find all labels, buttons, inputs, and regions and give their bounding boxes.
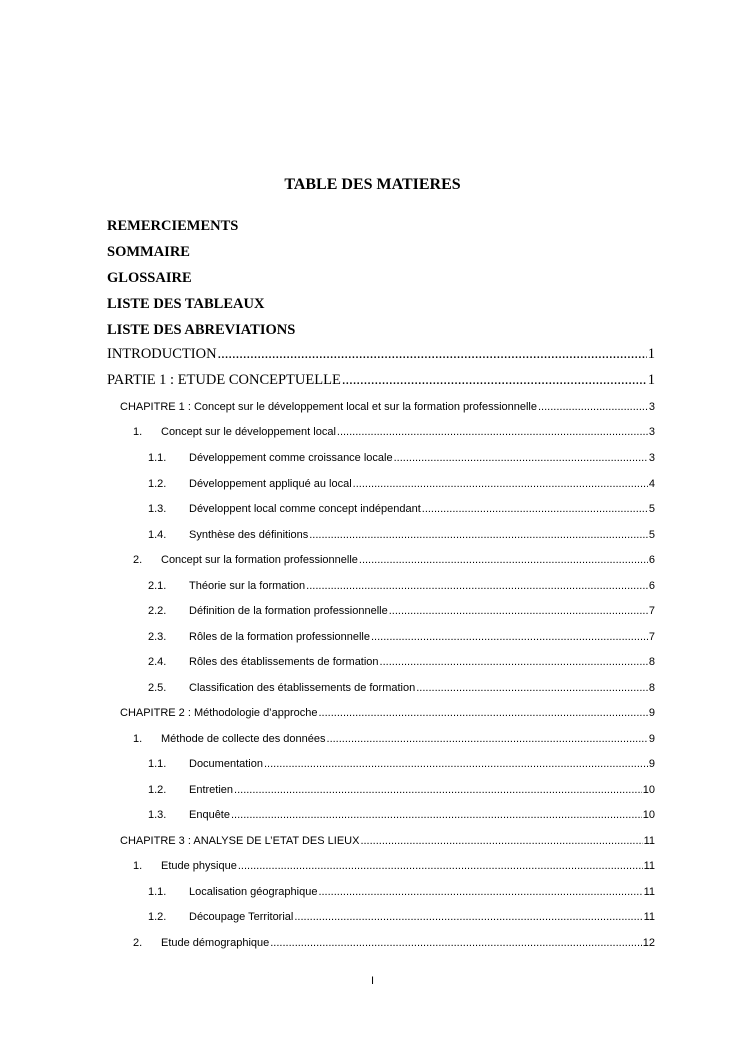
toc-leader (264, 758, 648, 770)
toc-entry-number: 1. (133, 860, 143, 872)
toc-entry-number: 1.3. (148, 503, 167, 515)
toc-entry-title: Développement comme croissance locale (189, 452, 393, 464)
toc-entry-title: Enquête (189, 809, 230, 821)
heading-liste-des-tableaux: LISTE DES TABLEAUX (107, 296, 265, 312)
toc-entry-title: CHAPITRE 3 : ANALYSE DE L’ETAT DES LIEUX (120, 835, 360, 847)
heading-glossaire: GLOSSAIRE (107, 270, 192, 286)
toc-leader (359, 554, 648, 566)
toc-entry-title: Entretien (189, 784, 234, 796)
toc-entry-page: 8 (648, 682, 655, 694)
toc-leader (270, 937, 642, 949)
toc-leader (422, 503, 648, 515)
toc-entry[interactable] (107, 346, 655, 363)
toc-entry-page: 3 (648, 452, 655, 464)
toc-entry-number: 1.3. (148, 809, 167, 821)
toc-entry-title: Documentation (189, 758, 263, 770)
toc-entry-page: 11 (643, 860, 655, 872)
toc-entry-title: Synthèse des définitions (189, 529, 309, 541)
toc-entry-page: 6 (648, 554, 655, 566)
toc-entry[interactable] (120, 707, 655, 719)
toc-entry-title: CHAPITRE 1 : Concept sur le développement local et sur la formation professionnelle (120, 401, 537, 413)
page-title: TABLE DES MATIERES (284, 176, 461, 193)
toc-entry-title: Rôles des établissements de formation (189, 656, 379, 668)
toc-entry[interactable] (133, 554, 655, 566)
toc-entry[interactable] (148, 529, 655, 541)
toc-entry-page: 10 (642, 809, 655, 821)
toc-entry-page: 9 (648, 758, 655, 770)
toc-entry-number: 1.1. (148, 452, 167, 464)
toc-entry[interactable] (148, 503, 655, 515)
toc-entry-number: 2.5. (148, 682, 167, 694)
toc-entry[interactable] (133, 937, 655, 949)
toc-entry-title: Développement appliqué au local (189, 478, 352, 490)
toc-leader (342, 372, 647, 389)
toc-leader (218, 346, 647, 363)
toc-entry-page: 9 (648, 733, 655, 745)
toc-entry[interactable] (133, 733, 655, 745)
toc-entry[interactable] (148, 784, 655, 796)
toc-entry-page: 11 (643, 886, 655, 898)
toc-leader (416, 682, 648, 694)
toc-leader (380, 656, 648, 668)
toc-leader (306, 580, 648, 592)
toc-entry-page: 11 (643, 835, 655, 847)
footer-page-number: I (370, 975, 375, 987)
toc-entry-page: 8 (648, 656, 655, 668)
toc-entry[interactable] (148, 605, 655, 617)
toc-entry[interactable] (148, 886, 655, 898)
toc-entry[interactable] (148, 758, 655, 770)
toc-entry-title: Localisation géographique (189, 886, 318, 898)
toc-entry-number: 2. (133, 554, 143, 566)
toc-entry-number: 2.1. (148, 580, 167, 592)
toc-entry-title: INTRODUCTION (107, 346, 217, 362)
toc-entry-title: Développent local comme concept indépendant (189, 503, 421, 515)
toc-entry-title: PARTIE 1 : ETUDE CONCEPTUELLE (107, 372, 341, 388)
toc-entry-title: Concept sur le développement local (161, 426, 336, 438)
toc-entry-page: 3 (648, 426, 655, 438)
toc-leader (234, 784, 642, 796)
toc-leader (294, 911, 642, 923)
toc-leader (319, 707, 648, 719)
toc-entry-title: Découpage Territorial (189, 911, 294, 923)
toc-entry-title: Théorie sur la formation (189, 580, 306, 592)
toc-entry[interactable] (107, 372, 655, 389)
toc-entry-title: Etude démographique (161, 937, 270, 949)
toc-entry-number: 1.2. (148, 784, 167, 796)
toc-leader (353, 478, 648, 490)
toc-entry-title: CHAPITRE 2 : Méthodologie d’approche (120, 707, 318, 719)
toc-entry-page: 1 (647, 346, 655, 362)
toc-leader (309, 529, 648, 541)
toc-entry[interactable] (148, 809, 655, 821)
toc-entry-number: 1. (133, 426, 143, 438)
toc-entry-title: Concept sur la formation professionnelle (161, 554, 358, 566)
toc-entry-number: 1.1. (148, 886, 167, 898)
toc-entry-page: 10 (642, 784, 655, 796)
toc-entry[interactable] (148, 478, 655, 490)
toc-leader (360, 835, 642, 847)
toc-leader (337, 426, 648, 438)
toc-entry-page: 7 (648, 605, 655, 617)
toc-entry-page: 4 (648, 478, 655, 490)
toc-leader (389, 605, 648, 617)
toc-entry[interactable] (148, 580, 655, 592)
toc-entry-number: 1. (133, 733, 143, 745)
toc-entry-title: Méthode de collecte des données (161, 733, 326, 745)
toc-leader (238, 860, 643, 872)
toc-entry-number: 2.4. (148, 656, 167, 668)
toc-entry-number: 2.2. (148, 605, 167, 617)
toc-entry-title: Rôles de la formation professionnelle (189, 631, 370, 643)
heading-sommaire: SOMMAIRE (107, 244, 190, 260)
toc-entry-number: 2. (133, 937, 143, 949)
toc-leader (371, 631, 648, 643)
toc-entry[interactable] (148, 682, 655, 694)
toc-leader (394, 452, 648, 464)
toc-entry-title: Définition de la formation professionnelle (189, 605, 388, 617)
toc-entry-title: Etude physique (161, 860, 237, 872)
heading-liste-des-abreviations: LISTE DES ABREVIATIONS (107, 322, 296, 338)
toc-entry-title: Classification des établissements de formation (189, 682, 416, 694)
toc-entry[interactable] (148, 452, 655, 464)
toc-entry-page: 3 (648, 401, 655, 413)
toc-entry[interactable] (148, 631, 655, 643)
toc-leader (327, 733, 648, 745)
toc-entry-number: 1.2. (148, 911, 167, 923)
toc-entry-page: 7 (648, 631, 655, 643)
toc-entry-page: 6 (648, 580, 655, 592)
toc-entry[interactable] (148, 656, 655, 668)
toc-entry-page: 9 (648, 707, 655, 719)
toc-entry-number: 1.1. (148, 758, 167, 770)
toc-leader (538, 401, 648, 413)
toc-entry-page: 1 (647, 372, 655, 388)
toc-entry[interactable] (120, 401, 655, 413)
toc-entry[interactable] (133, 426, 655, 438)
toc-entry[interactable] (120, 835, 655, 847)
heading-remerciements: REMERCIEMENTS (107, 218, 239, 234)
toc-leader (318, 886, 642, 898)
toc-entry-page: 11 (643, 911, 655, 923)
toc-entry-number: 1.2. (148, 478, 167, 490)
toc-entry-page: 5 (648, 529, 655, 541)
toc-entry[interactable] (133, 860, 655, 872)
toc-entry-page: 12 (642, 937, 655, 949)
toc-leader (231, 809, 642, 821)
toc-entry[interactable] (148, 911, 655, 923)
toc-entry-number: 2.3. (148, 631, 167, 643)
toc-entry-number: 1.4. (148, 529, 167, 541)
toc-entry-page: 5 (648, 503, 655, 515)
